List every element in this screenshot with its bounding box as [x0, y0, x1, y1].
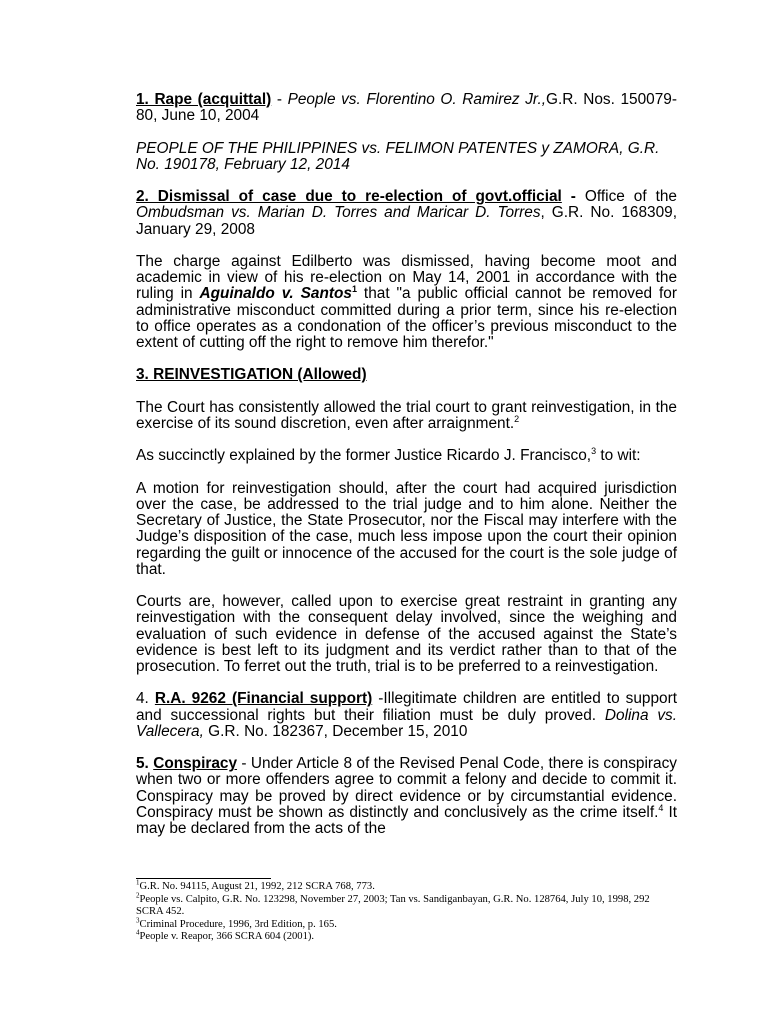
- body-text: The charge against Edilberto was dismissed, having become moot and academic in view of his re-election on May 14, 2001 in accordance with the ruling in: [136, 252, 677, 303]
- separator: -: [271, 91, 288, 108]
- case-title: People vs. Florentino O. Ramirez Jr.,: [287, 91, 546, 108]
- footnote-text: G.R. No. 94115, August 21, 1992, 212 SCRA 768, 773.: [139, 881, 375, 892]
- section-3-heading: 3. REINVESTIGATION (Allowed): [136, 366, 367, 384]
- section-5-paragraph: [136, 756, 677, 837]
- section-2-heading: 2. Dismissal of case due to re-election of govt.official: [136, 188, 562, 206]
- section-5-heading: Conspiracy: [153, 755, 238, 773]
- case-title: Dolina vs. Vallecera,: [136, 706, 678, 740]
- separator: -: [561, 188, 585, 206]
- body-text: As succinctly explained by the former Justice Ricardo J. Francisco,: [136, 447, 592, 465]
- footnote-mark: 3: [136, 916, 140, 925]
- footnote-mark: 4: [136, 928, 140, 937]
- document-body: [136, 92, 677, 853]
- footnote-text: Criminal Procedure, 1996, 3rd Edition, p. 165.: [139, 918, 337, 930]
- section-number: 5.: [136, 755, 154, 773]
- footnote-2: [136, 891, 677, 919]
- section-3-paragraph: [136, 367, 677, 383]
- footnote-1: [136, 878, 677, 894]
- body-text: to wit:: [596, 447, 641, 465]
- section-2-paragraph: [136, 189, 677, 238]
- footnote-text: People v. Reapor, 366 SCRA 604 (2001).: [139, 931, 315, 943]
- section-1-heading: 1. Rape (acquittal): [136, 91, 272, 108]
- footnote-3: [136, 916, 677, 932]
- body-text: - Under Article 8 of the Revised Penal Code, there is conspiracy when two or more offenders agree to commit a felony and decide to commit it. Conspiracy may be proved by direct evidence or by circumstantial evidence. Conspiracy must be shown as distinctly and conclusively as the crime itself.: [136, 755, 677, 821]
- section-3-body-3: A motion for reinvestigation should, after the court had acquired jurisdiction over the case, be addressed to the trial judge and to him alone. Neither the Secretary of Justice, the State Prosecutor, nor the Fiscal may interfere with the Judge’s disposition of the case, much less impose upon the court their opinion regarding the guilt or innocence of the accused for the court is the sole judge of that.: [136, 479, 677, 578]
- footnote-4: [136, 928, 677, 944]
- section-2-body: [136, 254, 677, 351]
- footnote-mark: 2: [136, 891, 140, 900]
- footnote-separator: [136, 878, 271, 879]
- section-1-paragraph: [136, 92, 677, 124]
- footnotes: [136, 878, 677, 944]
- case-title-aguinaldo: Aguinaldo v. Santos: [199, 285, 352, 303]
- case-citation: , G.R. No. 168309, January 29, 2008: [136, 204, 677, 238]
- footnote-ref-4[interactable]: 4: [658, 802, 664, 813]
- section-4-paragraph: [136, 691, 677, 740]
- case-citation: G.R. No. 182367, December 15, 2010: [203, 722, 468, 740]
- case-title-patentes: PEOPLE OF THE PHILIPPINES vs. FELIMON PATENTES y ZAMORA, G.R. No. 190178, February 12, 2014: [136, 139, 660, 173]
- case-title: Ombudsman vs. Marian D. Torres and Maricar D. Torres: [136, 204, 541, 222]
- body-text: The Court has consistently allowed the trial court to grant reinvestigation, in the exercise of its sound discretion, even after arraignment.: [136, 398, 677, 432]
- case-citation: G.R. Nos. 150079-80, June 10, 2004: [136, 91, 677, 125]
- section-4-heading: R.A. 9262 (Financial support): [154, 690, 373, 708]
- section-3-body-2: [136, 448, 677, 464]
- footnote-ref-2[interactable]: 2: [514, 413, 520, 424]
- footnote-mark: 1: [136, 878, 140, 887]
- footnote-ref-3[interactable]: 3: [591, 446, 597, 457]
- body-text: that "a public official cannot be removed for administrative misconduct committed during a prior term, since his re-election to office operates as a condonation of the officer’s previous misconduct to the extent of cutting off the right to remove him therefor.": [136, 285, 677, 351]
- body-text: It may be declared from the acts of the: [136, 803, 678, 837]
- footnote-ref-1[interactable]: 1: [351, 284, 357, 295]
- section-3-body-4: Courts are, however, called upon to exercise great restraint in granting any reinvestigation with the consequent delay involved, since the weighing and evaluation of such evidence in defense of the accused against the State’s evidence is best left to its judgment and its verdict rather than to that of the prosecution. To ferret out the truth, trial is to be preferred to a reinvestigation.: [136, 593, 677, 675]
- section-3-body-1: [136, 400, 677, 432]
- body-text: -Illegitimate children are entitled to support and successional rights but their filiation must be duly proved.: [136, 690, 677, 724]
- footnote-text: People vs. Calpito, G.R. No. 123298, November 27, 2003; Tan vs. Sandiganbayan, G.R. No. 128764, July 10, 1998, 292 SCRA 452.: [136, 893, 650, 918]
- section-number: 4.: [136, 690, 155, 708]
- office-prefix: Office of the: [584, 188, 677, 206]
